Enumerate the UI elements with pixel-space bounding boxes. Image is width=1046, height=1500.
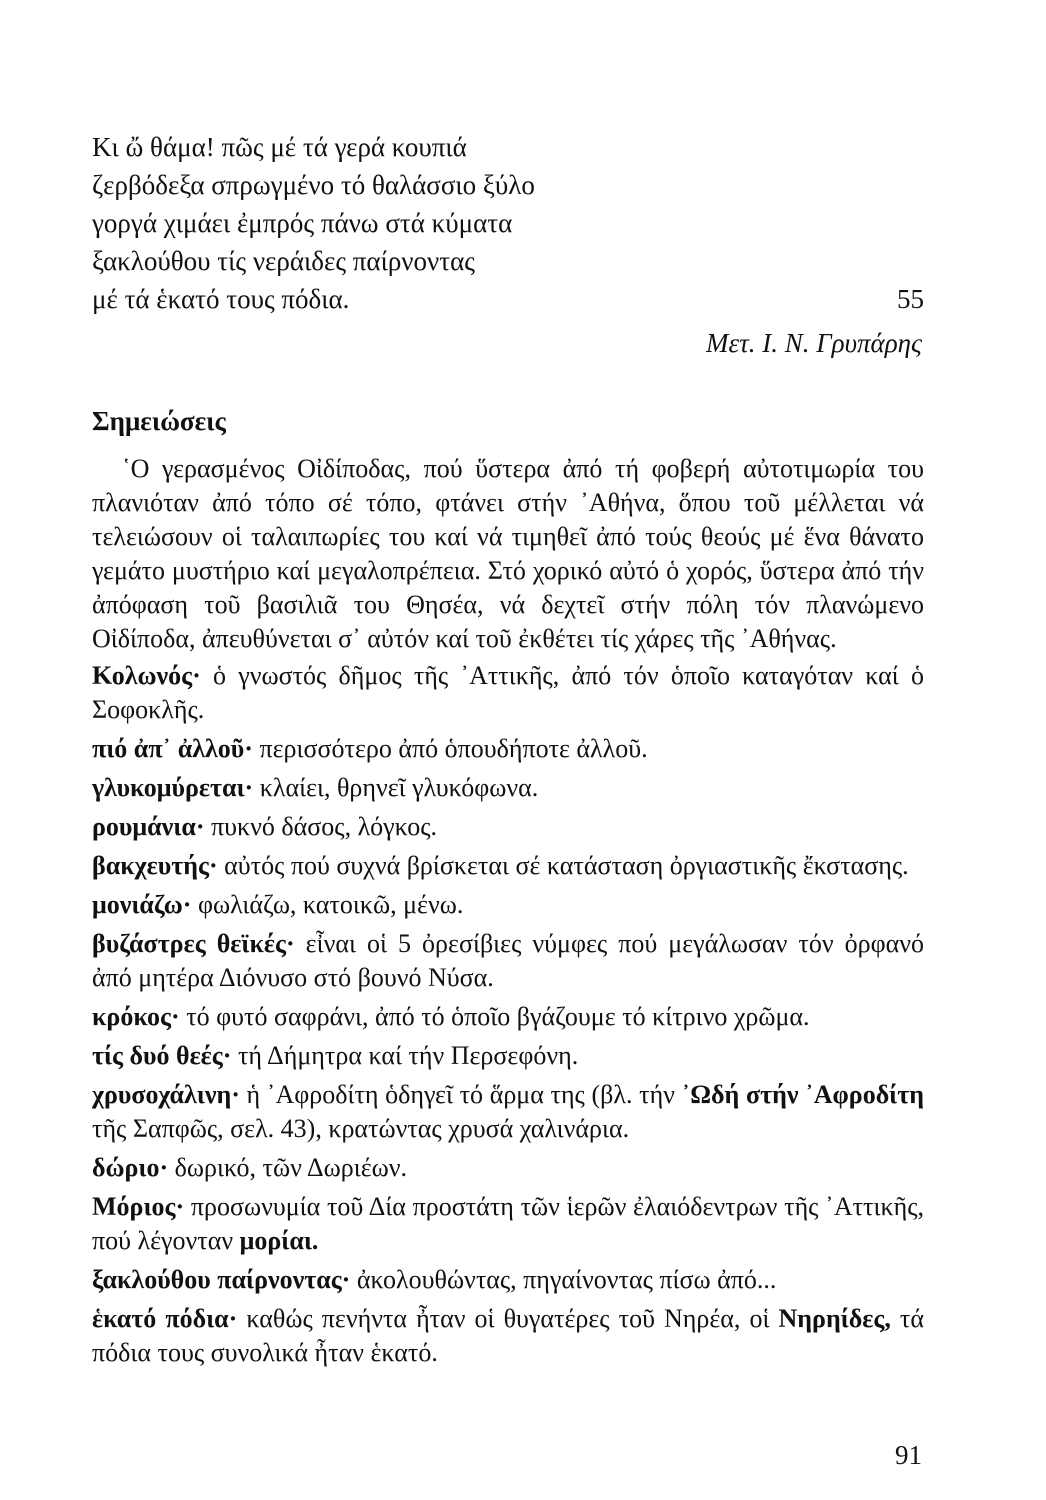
note-entry <box>92 771 924 805</box>
note-entry <box>92 659 924 727</box>
note-term: βυζάστρες θεϊκές· <box>92 929 295 958</box>
page-number: 91 <box>895 1440 922 1470</box>
notes-heading: Σημειώσεις <box>92 406 226 436</box>
line-number: 55 <box>897 284 924 314</box>
note-term: βακχευτής· <box>92 851 218 880</box>
translator-credit: Μετ. Ι. Ν. Γρυπάρης <box>705 328 922 358</box>
note-entry <box>92 888 924 922</box>
note-entry <box>92 810 924 844</box>
poem-line-text: μέ τά ἑκατό τους πόδια. <box>92 284 350 314</box>
note-term: πιό ἀπ᾿ ἀλλοῦ· <box>92 734 253 763</box>
note-entry <box>92 732 924 766</box>
note-entry <box>92 1039 924 1073</box>
note-term: δώριο· <box>92 1153 169 1182</box>
note-text-tail: τῆς Σαπφῶς, σελ. 43), κρατώντας χρυσά χαλινάρια. <box>92 1114 630 1143</box>
note-text: τό φυτό σαφράνι, ἀπό τό ὁποῖο βγάζουμε τό κίτρινο χρῶμα. <box>179 1002 810 1031</box>
notes-intro: ῾Ο γερασμένος Οἰδίποδας, πού ὕστερα ἀπό τή φοβερή αὐτοτιμωρία του πλανιόταν ἀπό τόπο σέ τόπο, φτάνει στήν ᾿Αθήνα, ὅπου τοῦ μέλλεται νά τελειώσουν οἱ ταλαιπωρίες του καί νά τιμηθεῖ ἀπό τούς θεούς μέ ἕνα θάνατο γεμάτο μυστήριο καί μεγαλοπρέπεια. Στό χορικό αὐτό ὁ χορός, ὕστερα ἀπό τήν ἀπόφαση τοῦ βασιλιᾶ του Θησέα, νά δεχτεῖ στήν πόλη τόν πλανώμενο Οἰδίποδα, ἀπευθύνεται σ᾿ αὐτόν καί τοῦ ἐκθέτει τίς χάρες τῆς ᾿Αθήνας. <box>92 454 924 653</box>
note-entry <box>92 927 924 995</box>
note-text: προσωνυμία τοῦ Δία προστάτη τῶν ἱερῶν ἐλαιόδεντρων τῆς ᾿Αττικῆς, πού λέγονταν <box>92 1192 924 1255</box>
poem-line <box>92 166 932 204</box>
note-text: κλαίει, θρηνεῖ γλυκόφωνα. <box>253 773 539 802</box>
note-text: δωρικό, τῶν Δωριέων. <box>168 1153 407 1182</box>
poem-line-text: ζερβόδεξα σπρωγμένο τό θαλάσσιο ξύλο <box>92 170 535 200</box>
note-term: χρυσοχάλινη· <box>92 1080 240 1109</box>
poem-line-text: Κι ὤ θάμα! πῶς μέ τά γερά κουπιά <box>92 132 467 162</box>
note-text: εἶναι οἱ 5 ὀρεσίβιες νύμφες πού μεγάλωσαν τόν ὀρφανό ἀπό μητέρα Διόνυσο στό βουνό Νύσα. <box>92 929 924 992</box>
poem-line <box>92 204 932 242</box>
notes-section <box>92 452 924 1375</box>
note-bold-reference: ᾿Ωδή στήν ᾿Αφροδίτη <box>681 1080 924 1109</box>
poem-line-text: γοργά χιμάει ἐμπρός πάνω στά κύματα <box>92 208 513 238</box>
note-term: τίς δυό θεές· <box>92 1041 232 1070</box>
note-entry <box>92 1000 924 1034</box>
note-term: ξακλούθου παίρνοντας· <box>92 1265 351 1294</box>
note-entry <box>92 1263 924 1297</box>
note-term: κρόκος· <box>92 1002 180 1031</box>
note-bold-reference: Νηρηίδες, <box>778 1304 891 1333</box>
poem-line <box>92 280 932 318</box>
note-text: πυκνό δάσος, λόγκος. <box>204 812 437 841</box>
note-text: τή Δήμητρα καί τήν Περσεφόνη. <box>231 1041 579 1070</box>
note-bold-reference: μορίαι. <box>239 1226 319 1255</box>
note-entry <box>92 1190 924 1258</box>
poem-line <box>92 242 932 280</box>
note-text: αὐτός πού συχνά βρίσκεται σέ κατάσταση ὀργιαστικῆς ἔκστασης. <box>217 851 909 880</box>
note-entry <box>92 1302 924 1370</box>
note-term: Μόριος· <box>92 1192 185 1221</box>
note-text: φωλιάζω, κατοικῶ, μένω. <box>191 890 464 919</box>
note-entry <box>92 1151 924 1185</box>
note-entry <box>92 849 924 883</box>
poem-block <box>92 128 932 318</box>
note-entry <box>92 1078 924 1146</box>
note-term: μονιάζω· <box>92 890 192 919</box>
note-text: ἡ ᾿Αφροδίτη ὁδηγεῖ τό ἅρμα της (βλ. τήν <box>239 1080 682 1109</box>
note-text: καθώς πενήντα ἦταν οἱ θυγατέρες τοῦ Νηρέα, οἱ <box>237 1304 779 1333</box>
poem-line <box>92 128 932 166</box>
note-text: ἀκολουθώντας, πηγαίνοντας πίσω ἀπό... <box>350 1265 777 1294</box>
note-text: ὁ γνωστός δῆμος τῆς ᾿Αττικῆς, ἀπό τόν ὁποῖο καταγόταν καί ὁ Σοφοκλῆς. <box>92 661 924 724</box>
note-text: περισσότερο ἀπό ὁπουδήποτε ἀλλοῦ. <box>252 734 648 763</box>
note-term: Κολωνός· <box>92 661 201 690</box>
note-term: γλυκομύρεται· <box>92 773 254 802</box>
note-text-tail: τά πόδια τους συνολικά ἦταν ἑκατό. <box>92 1304 924 1367</box>
note-term: ἑκατό πόδια· <box>92 1304 238 1333</box>
note-term: ρουμάνια· <box>92 812 205 841</box>
poem-line-text: ξακλούθου τίς νεράιδες παίρνοντας <box>92 246 475 276</box>
